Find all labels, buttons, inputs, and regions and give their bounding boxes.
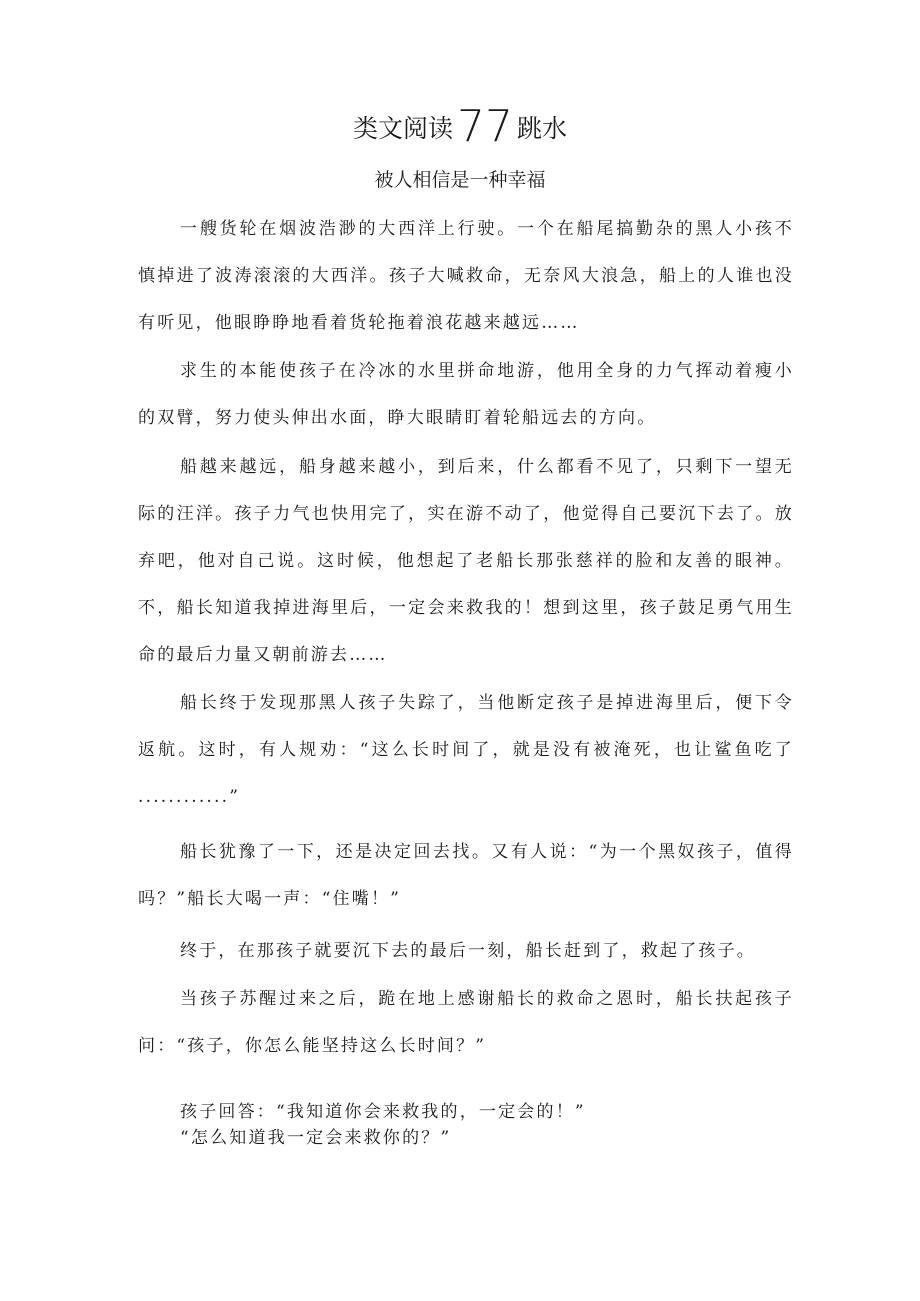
page-subtitle: 被人相信是一种幸福 (374, 169, 546, 191)
paragraph-1: 一艘货轮在烟波浩渺的大西洋上行驶。一个在船尾搞勤杂的黑人小孩不慎掉进了波涛滚滚的大西洋。孩子大喊救命，无奈风大浪急，船上的人谁也没有听见，他眼睁睁地看着货轮拖着浪花越来越远…… (138, 219, 794, 333)
page-title (0, 102, 920, 154)
paragraph-5: 船长犹豫了一下，还是决定回去找。又有人说：“为一个黑奴孩子，值得吗？”船长大喝一声：“住嘴！” (138, 842, 794, 909)
paragraph-8: 孩子回答：“我知道你会来救我的，一定会的！” (180, 1102, 586, 1122)
paragraph-7: 当孩子苏醒过来之后，跪在地上感谢船长的救命之恩时，船长扶起孩子问：“孩子，你怎么能坚持这么长时间？” (138, 989, 794, 1056)
paragraph-9: “怎么知道我一定会来救你的？” (180, 1128, 452, 1148)
paragraph-2: 求生的本能使孩子在冷冰的水里拼命地游，他用全身的力气挥动着瘦小的双臂，努力使头伸出水面，睁大眼睛盯着轮船远去的方向。 (138, 361, 794, 428)
paragraph-3: 船越来越远，船身越来越小，到后来，什么都看不见了，只剩下一望无际的汪洋。孩子力气也快用完了，实在游不动了，他觉得自己要沉下去了。放弃吧，他对自己说。这时候，他想起了老船长那张慈祥的脸和友善的眼神。不，船长知道我掉进海里后，一定会来救我的！想到这里，孩子鼓足勇气用生命的最后力量又朝前游去…… (138, 457, 794, 665)
title-prefix: 类文阅读 (352, 114, 453, 143)
paragraph-6: 终于，在那孩子就要沉下去的最后一刻，船长赶到了，救起了孩子。 (180, 941, 756, 961)
title-suffix: 跳水 (517, 114, 568, 143)
paragraph-4: 船长终于发现那黑人孩子失踪了，当他断定孩子是掉进海里后，便下令返航。这时，有人规劝：“这么长时间了，就是没有被淹死，也让鲨鱼吃了 ............” (138, 693, 794, 807)
title-number: 77 (457, 101, 513, 152)
